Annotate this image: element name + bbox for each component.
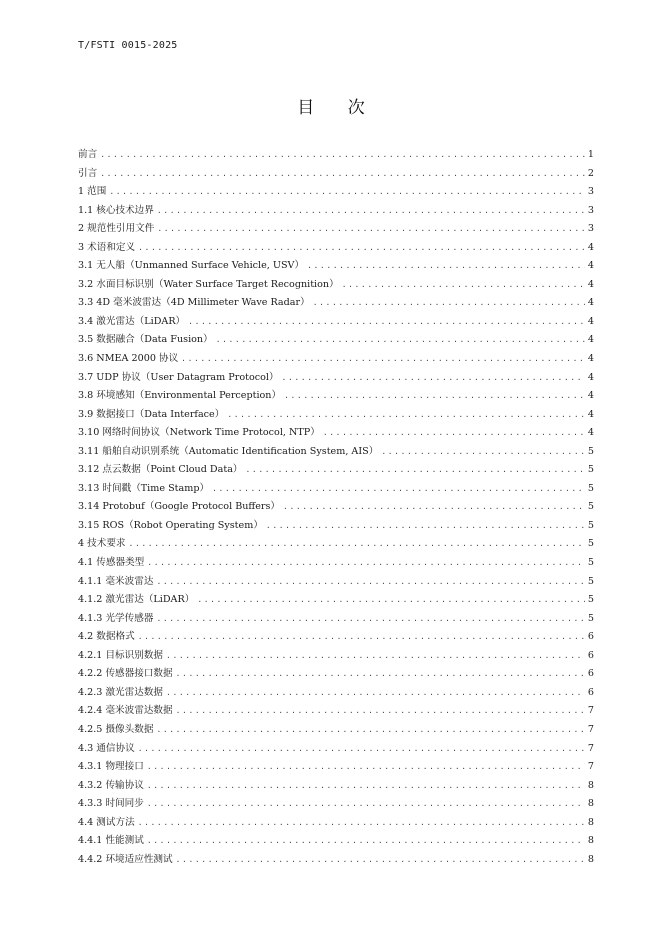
- toc-dot-leader: [100, 146, 585, 165]
- toc-entry-label: 3.9 数据接口（Data Interface）: [78, 408, 225, 420]
- toc-dot-leader: [109, 183, 585, 202]
- toc-entry-label: 3.11 船舶自动识别系统（Automatic Identification System, AIS）: [78, 445, 379, 457]
- toc-entry-page-number: 8: [587, 853, 594, 865]
- toc-entry[interactable]: [78, 424, 594, 443]
- toc-dot-leader: [156, 721, 584, 740]
- toc-dot-leader: [342, 276, 585, 295]
- toc-entry[interactable]: [78, 517, 594, 536]
- toc-entry[interactable]: [78, 535, 594, 554]
- toc-entry-label: 4.3.1 物理接口: [78, 761, 144, 773]
- toc-entry[interactable]: [78, 647, 594, 666]
- toc-entry-label: 4.1 传感器类型: [78, 557, 145, 569]
- toc-dot-leader: [156, 573, 584, 592]
- toc-entry-page-number: 4: [587, 315, 594, 327]
- toc-dot-leader: [147, 832, 585, 851]
- toc-entry[interactable]: [78, 721, 594, 740]
- toc-dot-leader: [246, 461, 585, 480]
- toc-entry[interactable]: [78, 758, 594, 777]
- toc-entry[interactable]: [78, 313, 594, 332]
- toc-entry[interactable]: [78, 702, 594, 721]
- toc-entry[interactable]: [78, 684, 594, 703]
- toc-entry-label: 前言: [78, 149, 98, 160]
- toc-entry-label: 3.8 环境感知（Environmental Perception）: [78, 390, 282, 402]
- toc-entry-page-number: 4: [587, 408, 594, 420]
- toc-dot-leader: [166, 647, 585, 666]
- toc-entry-label: 4.1.1 毫米波雷达: [78, 575, 154, 587]
- toc-entry-page-number: 4: [587, 353, 594, 365]
- toc-entry[interactable]: [78, 573, 594, 592]
- toc-entry-page-number: 6: [587, 686, 594, 698]
- toc-entry-label: 3.5 数据融合（Data Fusion）: [78, 334, 213, 346]
- toc-entry-label: 引言: [78, 167, 98, 179]
- toc-entry-page-number: 4: [587, 427, 594, 439]
- toc-dot-leader: [176, 665, 585, 684]
- toc-entry-label: 4.2 数据格式: [78, 631, 135, 643]
- toc-entry-page-number: 2: [587, 167, 594, 179]
- toc-dot-leader: [157, 202, 585, 221]
- toc-entry-page-number: 4: [587, 260, 594, 272]
- toc-entry-label: 4.2.1 目标识别数据: [78, 649, 164, 661]
- toc-entry[interactable]: [78, 740, 594, 759]
- toc-entry[interactable]: [78, 480, 594, 499]
- toc-entry-page-number: 5: [587, 575, 594, 587]
- toc-dot-leader: [138, 740, 585, 759]
- toc-entry[interactable]: [78, 202, 594, 221]
- toc-entry-label: 3.1 无人船（Unmanned Surface Vehicle, USV）: [78, 260, 305, 272]
- toc-dot-leader: [381, 443, 585, 462]
- toc-entry-page-number: 4: [587, 334, 594, 346]
- toc-dot-leader: [176, 851, 585, 870]
- toc-entry[interactable]: [78, 610, 594, 629]
- toc-entry-page-number: 5: [587, 557, 594, 569]
- toc-entry-label: 4.2.5 摄像头数据: [78, 723, 154, 735]
- toc-entry-page-number: 8: [587, 816, 594, 828]
- toc-entry[interactable]: [78, 165, 594, 184]
- toc-dot-leader: [212, 480, 585, 499]
- toc-dot-leader: [283, 498, 585, 517]
- toc-dot-leader: [313, 294, 585, 313]
- toc-entry-label: 3.15 ROS（Robot Operating System）: [78, 519, 263, 531]
- toc-entry-label: 4.1.2 激光雷达（LiDAR）: [78, 594, 195, 606]
- toc-entry[interactable]: [78, 146, 594, 165]
- toc-entry[interactable]: [78, 220, 594, 239]
- toc-entry-label: 4.4 测试方法: [78, 816, 135, 828]
- toc-entry-page-number: 5: [587, 445, 594, 457]
- toc-entry[interactable]: [78, 554, 594, 573]
- toc-dot-leader: [266, 517, 585, 536]
- toc-entry-page-number: 5: [587, 538, 594, 550]
- toc-entry-page-number: 6: [587, 649, 594, 661]
- toc-entry[interactable]: [78, 331, 594, 350]
- toc-entry-page-number: 5: [587, 482, 594, 494]
- toc-entry-page-number: 5: [587, 501, 594, 513]
- toc-entry-label: 4.3.3 时间同步: [78, 798, 144, 810]
- toc-entry-label: 4.1.3 光学传感器: [78, 612, 154, 624]
- toc-entry-label: 1.1 核心技术边界: [78, 204, 154, 216]
- toc-entry-label: 3.2 水面目标识别（Water Surface Target Recognition）: [78, 278, 339, 290]
- toc-entry[interactable]: [78, 795, 594, 814]
- toc-dot-leader: [284, 387, 585, 406]
- toc-entry-page-number: 3: [587, 223, 594, 235]
- toc-entry-label: 3.12 点云数据（Point Cloud Data）: [78, 464, 243, 476]
- toc-dot-leader: [188, 313, 585, 332]
- toc-entry-page-number: 8: [587, 779, 594, 791]
- toc-entry[interactable]: [78, 832, 594, 851]
- toc-dot-leader: [147, 795, 585, 814]
- toc-entry-label: 3.13 时间戳（Time Stamp）: [78, 482, 210, 494]
- page-title: 目 次: [297, 98, 379, 118]
- toc-entry-page-number: 7: [587, 723, 594, 735]
- toc-entry-page-number: 4: [587, 241, 594, 253]
- toc-entry-label: 3.4 激光雷达（LiDAR）: [78, 315, 186, 327]
- toc-entry-label: 4 技术要求: [78, 538, 126, 550]
- toc-dot-leader: [138, 628, 585, 647]
- toc-dot-leader: [282, 369, 585, 388]
- toc-dot-leader: [138, 814, 585, 833]
- toc-entry-label: 3.6 NMEA 2000 协议: [78, 353, 179, 365]
- toc-entry[interactable]: [78, 406, 594, 425]
- toc-dot-leader: [227, 406, 585, 425]
- toc-entry-label: 4.3.2 传输协议: [78, 779, 144, 791]
- toc-entry-page-number: 4: [587, 390, 594, 402]
- toc-dot-leader: [307, 257, 585, 276]
- toc-entry[interactable]: [78, 665, 594, 684]
- toc-entry[interactable]: [78, 276, 594, 295]
- toc-entry-label: 3.10 网络时间协议（Network Time Protocol, NTP）: [78, 427, 320, 439]
- toc-entry-page-number: 8: [587, 835, 594, 847]
- toc-entry[interactable]: [78, 777, 594, 796]
- toc-entry-page-number: 3: [587, 186, 594, 198]
- toc-entry-label: 4.2.2 传感器接口数据: [78, 668, 173, 680]
- toc-entry-page-number: 5: [587, 464, 594, 476]
- toc-dot-leader: [138, 239, 585, 258]
- document-code: T/FSTI 0015-2025: [78, 40, 178, 51]
- toc-entry-page-number: 6: [587, 631, 594, 643]
- toc-entry-label: 1 范围: [78, 186, 107, 198]
- toc-dot-leader: [100, 165, 585, 184]
- toc-dot-leader: [147, 554, 585, 573]
- toc-entry-page-number: 8: [587, 798, 594, 810]
- table-of-contents: [78, 146, 594, 869]
- toc-entry-label: 4.2.4 毫米波雷达数据: [78, 705, 173, 717]
- toc-entry-label: 3 术语和定义: [78, 241, 136, 253]
- toc-entry[interactable]: [78, 851, 594, 870]
- toc-entry[interactable]: [78, 369, 594, 388]
- toc-entry-label: 4.4.1 性能测试: [78, 835, 144, 847]
- toc-entry-label: 3.14 Protobuf（Google Protocol Buffers）: [78, 501, 281, 513]
- toc-entry-label: 3.3 4D 毫米波雷达（4D Millimeter Wave Radar）: [78, 297, 310, 309]
- toc-dot-leader: [157, 220, 585, 239]
- toc-entry-page-number: 5: [587, 519, 594, 531]
- toc-dot-leader: [323, 424, 585, 443]
- toc-entry-page-number: 7: [587, 761, 594, 773]
- toc-entry-page-number: 5: [587, 594, 594, 606]
- toc-entry-page-number: 7: [587, 705, 594, 717]
- toc-entry[interactable]: [78, 294, 594, 313]
- toc-entry[interactable]: [78, 628, 594, 647]
- toc-entry-label: 4.4.2 环境适应性测试: [78, 853, 173, 865]
- toc-dot-leader: [181, 350, 585, 369]
- toc-entry-page-number: 4: [587, 371, 594, 383]
- toc-entry[interactable]: [78, 257, 594, 276]
- toc-dot-leader: [129, 535, 585, 554]
- toc-dot-leader: [197, 591, 585, 610]
- toc-dot-leader: [147, 758, 585, 777]
- toc-dot-leader: [156, 610, 584, 629]
- toc-entry-page-number: 4: [587, 278, 594, 290]
- toc-dot-leader: [166, 684, 585, 703]
- toc-dot-leader: [176, 702, 585, 721]
- toc-entry[interactable]: [78, 350, 594, 369]
- toc-entry[interactable]: [78, 591, 594, 610]
- toc-entry[interactable]: [78, 814, 594, 833]
- toc-entry-page-number: 6: [587, 668, 594, 680]
- toc-dot-leader: [147, 777, 585, 796]
- toc-entry[interactable]: [78, 443, 594, 462]
- toc-entry-page-number: 3: [587, 204, 594, 216]
- toc-entry-page-number: 1: [587, 149, 594, 160]
- toc-entry[interactable]: [78, 461, 594, 480]
- toc-entry[interactable]: [78, 387, 594, 406]
- toc-dot-leader: [216, 331, 585, 350]
- toc-entry-label: 2 规范性引用文件: [78, 223, 155, 235]
- toc-entry-page-number: 7: [587, 742, 594, 754]
- toc-entry[interactable]: [78, 239, 594, 258]
- toc-entry-page-number: 5: [587, 612, 594, 624]
- toc-entry-page-number: 4: [587, 297, 594, 309]
- toc-entry-label: 3.7 UDP 协议（User Datagram Protocol）: [78, 371, 279, 383]
- toc-entry[interactable]: [78, 183, 594, 202]
- toc-entry-label: 4.3 通信协议: [78, 742, 135, 754]
- toc-entry-label: 4.2.3 激光雷达数据: [78, 686, 164, 698]
- toc-entry[interactable]: [78, 498, 594, 517]
